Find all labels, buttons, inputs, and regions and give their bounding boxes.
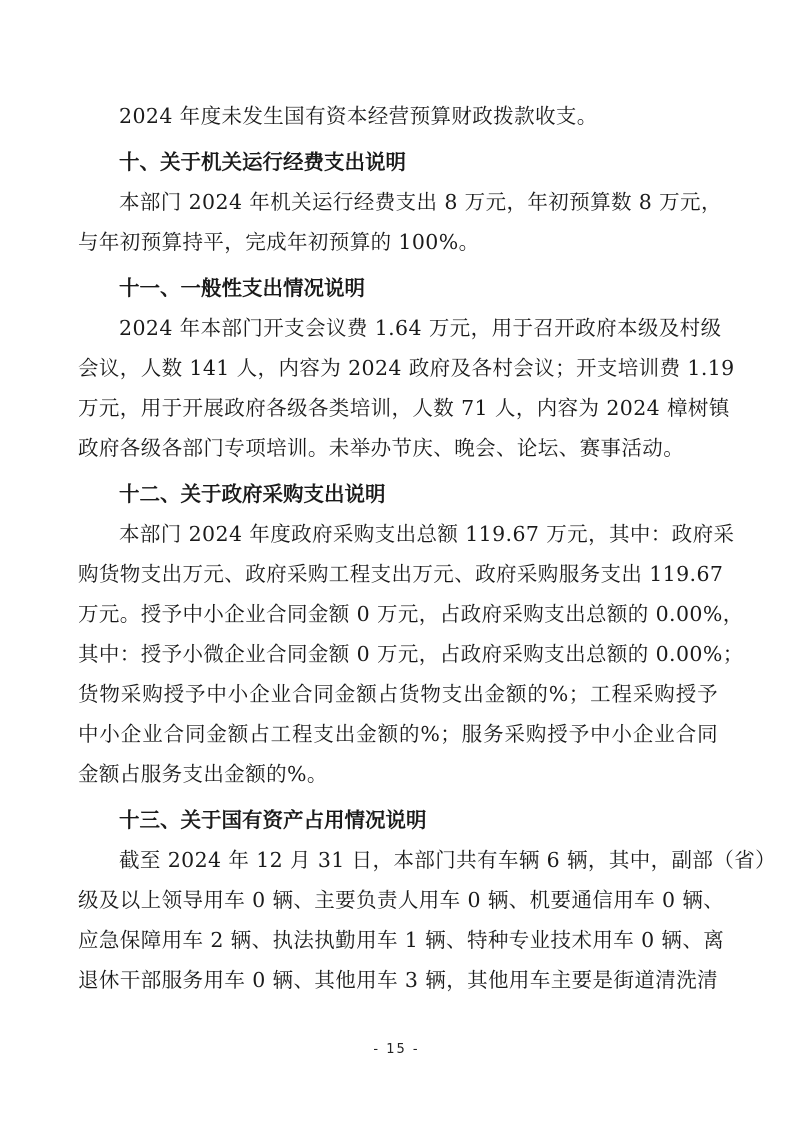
paragraph-line: 政府各级各部门专项培训。未举办节庆、晚会、论坛、赛事活动。 xyxy=(78,436,685,460)
paragraph-line: 会议，人数 141 人，内容为 2024 政府及各村会议；开支培训费 1.19 xyxy=(78,356,735,380)
paragraph-line: 与年初预算持平，完成年初预算的 100%。 xyxy=(78,230,480,254)
paragraph-line: 截至 2024 年 12 月 31 日，本部门共有车辆 6 辆，其中，副部（省） xyxy=(119,848,777,872)
section-heading-11: 十一、一般性支出情况说明 xyxy=(119,276,365,300)
paragraph-line: 应急保障用车 2 辆、执法执勤用车 1 辆、特种专业技术用车 0 辆、离 xyxy=(78,928,725,952)
paragraph-line: 万元。授予中小企业合同金额 0 万元，占政府采购支出总额的 0.00%， xyxy=(78,602,744,626)
paragraph-line: 中小企业合同金额占工程支出金额的%；服务采购授予中小企业合同 xyxy=(78,722,718,746)
paragraph-line: 购货物支出万元、政府采购工程支出万元、政府采购服务支出 119.67 xyxy=(78,562,724,586)
paragraph-line: 货物采购授予中小企业合同金额占货物支出金额的%；工程采购授予 xyxy=(78,682,718,706)
section-heading-10: 十、关于机关运行经费支出说明 xyxy=(119,150,406,174)
intro-paragraph: 2024 年度未发生国有资本经营预算财政拨款收支。 xyxy=(119,104,598,128)
section-heading-12: 十二、关于政府采购支出说明 xyxy=(119,482,386,506)
paragraph-line: 本部门 2024 年度政府采购支出总额 119.67 万元，其中：政府采 xyxy=(119,522,735,546)
paragraph-line: 2024 年本部门开支会议费 1.64 万元，用于召开政府本级及村级 xyxy=(119,316,722,340)
paragraph-line: 万元，用于开展政府各级各类培训，人数 71 人，内容为 2024 樟树镇 xyxy=(78,396,730,420)
paragraph-line: 级及以上领导用车 0 辆、主要负责人用车 0 辆、机要通信用车 0 辆、 xyxy=(78,888,725,912)
paragraph-line: 本部门 2024 年机关运行经费支出 8 万元，年初预算数 8 万元， xyxy=(119,190,722,214)
paragraph-line: 其中：授予小微企业合同金额 0 万元，占政府采购支出总额的 0.00%； xyxy=(78,642,744,666)
paragraph-line: 退休干部服务用车 0 辆、其他用车 3 辆，其他用车主要是街道清洗清 xyxy=(78,968,718,992)
section-heading-13: 十三、关于国有资产占用情况说明 xyxy=(119,808,427,832)
page-number: - 15 - xyxy=(373,1042,420,1057)
document-page xyxy=(78,96,777,1000)
paragraph-line: 金额占服务支出金额的%。 xyxy=(78,762,328,786)
